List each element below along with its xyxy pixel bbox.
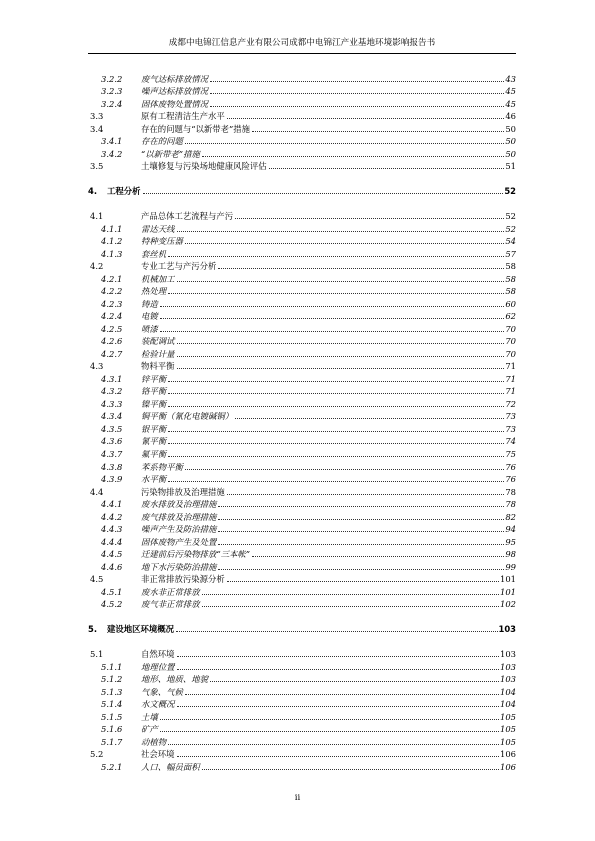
- toc-entry-number: 4.2.4: [101, 311, 123, 322]
- toc-entry-page: 75: [505, 448, 516, 459]
- toc-entry[interactable]: [88, 572, 516, 585]
- toc-entry[interactable]: [88, 534, 516, 547]
- toc-entry-page: 46: [505, 111, 516, 122]
- dot-leader: [218, 544, 504, 545]
- toc-entry-page: 51: [505, 161, 516, 172]
- dot-leader: [176, 631, 498, 632]
- dot-leader: [160, 331, 505, 332]
- toc-entry-page: 50: [505, 148, 516, 159]
- toc-entry-number: 3.4.2: [101, 148, 123, 159]
- toc-entry-title: 废气非正常排放: [141, 599, 200, 610]
- page-header: 成都中电锦江信息产业有限公司成都中电锦江产业基地环境影响报告书: [168, 38, 436, 48]
- toc-entry-page: 52: [504, 186, 516, 197]
- toc-entry-title: 废气达标排放情况: [141, 73, 208, 84]
- toc-entry-page: 82: [505, 511, 516, 522]
- toc-entry-title: 废水排放及治理措施: [141, 499, 217, 510]
- toc-spacer: [88, 634, 516, 647]
- toc-entry-number: 5.1.4: [101, 699, 123, 710]
- toc-entry[interactable]: [88, 96, 516, 109]
- toc-entry-title: 铜平衡（氰化电镀碱铜）: [141, 411, 234, 422]
- toc-entry-number: 4.3.9: [101, 474, 123, 485]
- toc-entry[interactable]: [88, 109, 516, 122]
- toc-entry-number: 4.5.2: [101, 599, 123, 610]
- toc-entry-number: 4.4.2: [101, 511, 123, 522]
- toc-entry-title: 地下水污染防治措施: [141, 561, 217, 572]
- dot-leader: [227, 494, 505, 495]
- toc-entry-page: 78: [505, 499, 516, 510]
- toc-entry[interactable]: [88, 747, 516, 760]
- toc-entry-title: 气象、气候: [141, 686, 183, 697]
- toc-entry-number: 5.2: [90, 749, 104, 760]
- dot-leader: [168, 256, 504, 257]
- toc-entry-number: 4.: [88, 186, 98, 197]
- toc-entry-number: 5.2.1: [101, 761, 123, 772]
- toc-entry[interactable]: [88, 584, 516, 597]
- toc-entry-title: 存在的问题: [141, 136, 183, 147]
- toc-entry-page: 71: [505, 373, 516, 384]
- toc-entry[interactable]: [88, 459, 516, 472]
- toc-entry-title: 工程分析: [107, 186, 141, 197]
- dot-leader: [210, 93, 504, 94]
- toc-entry-number: 4.4.1: [101, 499, 123, 510]
- toc-spacer: [88, 196, 516, 209]
- toc-entry-number: 4.3.4: [101, 411, 123, 422]
- toc-entry-number: 4.2.2: [101, 286, 123, 297]
- toc-entry[interactable]: [88, 146, 516, 159]
- toc-entry[interactable]: [88, 434, 516, 447]
- toc-entry-page: 73: [505, 411, 516, 422]
- toc-entry-page: 94: [505, 524, 516, 535]
- toc-entry-title: 镍平衡: [141, 398, 167, 409]
- dot-leader: [168, 443, 504, 444]
- toc-entry-page: 105: [500, 711, 516, 722]
- toc-entry-number: 3.4.1: [101, 136, 123, 147]
- dot-leader: [168, 431, 504, 432]
- dot-leader: [218, 569, 504, 570]
- toc-entry-title: 氟平衡: [141, 448, 167, 459]
- toc-entry[interactable]: [88, 309, 516, 322]
- toc-entry-page: 103: [500, 649, 516, 660]
- toc-entry[interactable]: [88, 271, 516, 284]
- dot-leader: [168, 481, 504, 482]
- toc-entry-title: 物料平衡: [141, 361, 175, 372]
- toc-entry-page: 52: [505, 211, 516, 222]
- toc-entry-page: 76: [505, 474, 516, 485]
- toc-entry-title: 地形、地质、地貌: [141, 674, 208, 685]
- dot-leader: [252, 556, 504, 557]
- toc-entry-page: 104: [500, 686, 516, 697]
- toc-spacer: [88, 171, 516, 184]
- table-of-contents: [88, 71, 516, 772]
- dot-leader: [177, 281, 505, 282]
- toc-entry[interactable]: [88, 684, 516, 697]
- toc-entry[interactable]: [88, 509, 516, 522]
- toc-entry[interactable]: [88, 497, 516, 510]
- toc-entry-title: 氰平衡: [141, 436, 167, 447]
- toc-entry-page: 58: [505, 286, 516, 297]
- toc-entry-number: 4.3.7: [101, 448, 123, 459]
- toc-entry[interactable]: [88, 484, 516, 497]
- dot-leader: [177, 756, 500, 757]
- toc-entry-number: 4.2.7: [101, 348, 123, 359]
- dot-leader: [168, 744, 499, 745]
- toc-entry-title: 噪声产生及防治措施: [141, 524, 217, 535]
- toc-entry-page: 45: [505, 98, 516, 109]
- dot-leader: [218, 531, 504, 532]
- toc-entry[interactable]: [88, 371, 516, 384]
- toc-entry-number: 4.4.6: [101, 561, 123, 572]
- toc-entry-title: 机械加工: [141, 273, 175, 284]
- toc-spacer: [88, 609, 516, 622]
- toc-entry-number: 4.1: [90, 211, 104, 222]
- toc-entry-page: 43: [505, 73, 516, 84]
- toc-entry-title: 水平衡: [141, 474, 167, 485]
- toc-entry-number: 4.4.4: [101, 536, 123, 547]
- dot-leader: [160, 318, 505, 319]
- toc-entry-number: 5.1.2: [101, 674, 123, 685]
- toc-entry-title: 土壤: [141, 711, 158, 722]
- toc-entry-number: 3.2.4: [101, 98, 123, 109]
- toc-entry-number: 3.4: [90, 123, 104, 134]
- toc-entry[interactable]: [88, 184, 516, 197]
- dot-leader: [168, 381, 504, 382]
- toc-entry-number: 4.3.3: [101, 398, 123, 409]
- dot-leader: [177, 706, 500, 707]
- toc-entry-number: 5.1.5: [101, 711, 123, 722]
- toc-entry[interactable]: [88, 409, 516, 422]
- toc-entry[interactable]: [88, 421, 516, 434]
- toc-entry[interactable]: [88, 234, 516, 247]
- toc-entry-number: 4.3.5: [101, 423, 123, 434]
- toc-entry-title: 社会环境: [141, 749, 175, 760]
- page-number: ii: [294, 793, 301, 803]
- toc-entry-number: 4.3.8: [101, 461, 123, 472]
- toc-entry[interactable]: [88, 334, 516, 347]
- toc-entry-title: 特种变压器: [141, 236, 183, 247]
- toc-entry-title: 热处理: [141, 286, 167, 297]
- toc-entry-page: 73: [505, 423, 516, 434]
- toc-entry[interactable]: [88, 659, 516, 672]
- toc-entry[interactable]: [88, 84, 516, 97]
- toc-entry-title: 固体废物产生及处置: [141, 536, 217, 547]
- toc-entry-number: 4.2: [90, 261, 104, 272]
- toc-entry-number: 4.1.2: [101, 236, 123, 247]
- toc-entry[interactable]: [88, 709, 516, 722]
- toc-entry-title: 产品总体工艺流程与产污: [141, 211, 234, 222]
- toc-entry[interactable]: [88, 134, 516, 147]
- dot-leader: [269, 168, 505, 169]
- toc-entry-page: 70: [505, 348, 516, 359]
- toc-entry-page: 60: [505, 298, 516, 309]
- toc-entry-title: 锌平衡: [141, 373, 167, 384]
- toc-entry-title: 铬平衡: [141, 386, 167, 397]
- toc-entry-page: 45: [505, 86, 516, 97]
- toc-entry-title: 建设地区环境概况: [107, 624, 174, 635]
- toc-entry-number: 4.2.3: [101, 298, 123, 309]
- toc-entry-number: 5.1.7: [101, 736, 123, 747]
- dot-leader: [185, 694, 499, 695]
- toc-entry-page: 78: [505, 486, 516, 497]
- dot-leader: [252, 131, 504, 132]
- toc-entry-title: 电镀: [141, 311, 158, 322]
- toc-entry-page: 103: [500, 661, 516, 672]
- toc-entry-page: 99: [505, 561, 516, 572]
- toc-entry-number: 3.2.3: [101, 86, 123, 97]
- toc-entry-page: 104: [500, 699, 516, 710]
- dot-leader: [168, 456, 504, 457]
- toc-entry-title: 固体废物处置情况: [141, 98, 208, 109]
- toc-entry[interactable]: [88, 284, 516, 297]
- toc-entry-title: 人口、幅员面积: [141, 761, 200, 772]
- dot-leader: [177, 656, 500, 657]
- dot-leader: [218, 268, 504, 269]
- toc-entry-number: 3.2.2: [101, 73, 123, 84]
- toc-entry-number: 3.5: [90, 161, 104, 172]
- toc-entry[interactable]: [88, 221, 516, 234]
- toc-entry-number: 4.2.1: [101, 273, 123, 284]
- toc-entry[interactable]: [88, 547, 516, 560]
- toc-entry[interactable]: [88, 321, 516, 334]
- toc-entry[interactable]: [88, 209, 516, 222]
- toc-entry-number: 4.2.5: [101, 323, 123, 334]
- toc-entry-page: 57: [505, 248, 516, 259]
- toc-entry-number: 5.1.3: [101, 686, 123, 697]
- toc-entry[interactable]: [88, 734, 516, 747]
- dot-leader: [210, 681, 499, 682]
- toc-entry-title: 迁建前后污染物排放“三本帐”: [141, 549, 251, 560]
- header-divider: [88, 53, 516, 54]
- dot-leader: [177, 356, 505, 357]
- toc-entry-title: 水文概况: [141, 699, 175, 710]
- toc-entry[interactable]: [88, 246, 516, 259]
- dot-leader: [218, 506, 504, 507]
- toc-entry-page: 50: [505, 136, 516, 147]
- toc-entry-page: 52: [505, 223, 516, 234]
- toc-entry-page: 54: [505, 236, 516, 247]
- toc-entry[interactable]: [88, 472, 516, 485]
- dot-leader: [160, 306, 505, 307]
- toc-entry-page: 71: [505, 386, 516, 397]
- toc-entry-page: 76: [505, 461, 516, 472]
- toc-entry[interactable]: [88, 446, 516, 459]
- toc-entry-page: 95: [505, 536, 516, 547]
- toc-entry-title: 土壤修复与污染场地健康风险评估: [141, 161, 267, 172]
- dot-leader: [143, 193, 504, 194]
- toc-entry-title: 污染物排放及治理措施: [141, 486, 225, 497]
- dot-leader: [160, 719, 499, 720]
- toc-entry-page: 58: [505, 261, 516, 272]
- dot-leader: [210, 106, 504, 107]
- toc-entry-number: 4.3.1: [101, 373, 123, 384]
- toc-entry[interactable]: [88, 559, 516, 572]
- toc-entry-number: 4.4.5: [101, 549, 123, 560]
- toc-entry[interactable]: [88, 159, 516, 172]
- toc-entry-page: 102: [500, 599, 516, 610]
- toc-entry-title: 动植物: [141, 736, 167, 747]
- dot-leader: [202, 156, 505, 157]
- dot-leader: [202, 594, 499, 595]
- toc-entry[interactable]: [88, 384, 516, 397]
- toc-entry[interactable]: [88, 759, 516, 772]
- toc-entry-page: 106: [500, 749, 516, 760]
- dot-leader: [168, 406, 504, 407]
- toc-entry[interactable]: [88, 121, 516, 134]
- toc-entry-title: 喷漆: [141, 323, 158, 334]
- toc-entry-title: 非正常排放污染源分析: [141, 574, 225, 585]
- toc-entry[interactable]: [88, 647, 516, 660]
- toc-entry-page: 50: [505, 123, 516, 134]
- toc-entry-page: 70: [505, 336, 516, 347]
- dot-leader: [202, 769, 499, 770]
- toc-entry[interactable]: [88, 697, 516, 710]
- dot-leader: [218, 519, 504, 520]
- toc-entry-page: 70: [505, 323, 516, 334]
- dot-leader: [185, 143, 504, 144]
- toc-entry[interactable]: [88, 346, 516, 359]
- toc-entry-page: 74: [505, 436, 516, 447]
- toc-entry[interactable]: [88, 359, 516, 372]
- toc-entry-title: 检验计量: [141, 348, 175, 359]
- toc-entry-title: 存在的问题与“以新带老”措施: [141, 123, 251, 134]
- toc-entry-title: “以新带老”措施: [141, 148, 200, 159]
- toc-entry[interactable]: [88, 672, 516, 685]
- toc-entry-title: 地理位置: [141, 661, 175, 672]
- dot-leader: [177, 231, 505, 232]
- toc-entry-page: 105: [500, 736, 516, 747]
- dot-leader: [202, 606, 499, 607]
- toc-entry[interactable]: [88, 722, 516, 735]
- toc-entry-page: 106: [500, 761, 516, 772]
- toc-entry-page: 72: [505, 398, 516, 409]
- toc-entry-page: 62: [505, 311, 516, 322]
- toc-entry-number: 4.3.6: [101, 436, 123, 447]
- toc-entry-title: 自然环境: [141, 649, 175, 660]
- toc-entry-number: 4.1.1: [101, 223, 123, 234]
- toc-entry-title: 原有工程清洁生产水平: [141, 111, 225, 122]
- toc-entry-number: 4.1.3: [101, 248, 123, 259]
- dot-leader: [168, 393, 504, 394]
- toc-entry-number: 4.4.3: [101, 524, 123, 535]
- toc-entry[interactable]: [88, 296, 516, 309]
- toc-entry-number: 5.: [88, 624, 98, 635]
- dot-leader: [227, 118, 505, 119]
- toc-entry-number: 4.3: [90, 361, 104, 372]
- dot-leader: [168, 293, 504, 294]
- toc-entry-page: 58: [505, 273, 516, 284]
- dot-leader: [210, 81, 504, 82]
- toc-entry-page: 103: [500, 674, 516, 685]
- toc-entry[interactable]: [88, 71, 516, 84]
- dot-leader: [185, 243, 504, 244]
- toc-entry-title: 银平衡: [141, 423, 167, 434]
- toc-entry-number: 3.3: [90, 111, 104, 122]
- toc-entry-page: 101: [500, 586, 516, 597]
- toc-entry-title: 套丝机: [141, 248, 167, 259]
- toc-entry-title: 雷达天线: [141, 223, 175, 234]
- toc-entry-number: 5.1.6: [101, 724, 123, 735]
- dot-leader: [177, 368, 505, 369]
- toc-entry-title: 装配调试: [141, 336, 175, 347]
- toc-entry-page: 103: [498, 624, 516, 635]
- dot-leader: [235, 218, 504, 219]
- toc-entry-title: 苯系物平衡: [141, 461, 183, 472]
- dot-leader: [185, 469, 504, 470]
- toc-entry[interactable]: [88, 396, 516, 409]
- toc-entry-page: 105: [500, 724, 516, 735]
- toc-entry-title: 废水非正常排放: [141, 586, 200, 597]
- toc-entry-title: 废气排放及治理措施: [141, 511, 217, 522]
- toc-entry[interactable]: [88, 622, 516, 635]
- toc-entry-page: 101: [500, 574, 516, 585]
- dot-leader: [160, 731, 499, 732]
- toc-entry-title: 专业工艺与产污分析: [141, 261, 217, 272]
- toc-entry[interactable]: [88, 597, 516, 610]
- toc-entry-number: 4.4: [90, 486, 104, 497]
- toc-entry-page: 98: [505, 549, 516, 560]
- toc-entry-number: 4.5: [90, 574, 104, 585]
- toc-entry-number: 4.5.1: [101, 586, 123, 597]
- dot-leader: [235, 418, 504, 419]
- toc-entry[interactable]: [88, 522, 516, 535]
- toc-entry-title: 矿产: [141, 724, 158, 735]
- toc-entry-number: 5.1: [90, 649, 104, 660]
- toc-entry-number: 4.3.2: [101, 386, 123, 397]
- toc-entry-number: 5.1.1: [101, 661, 123, 672]
- toc-entry-title: 噪声达标排放情况: [141, 86, 208, 97]
- dot-leader: [227, 581, 499, 582]
- toc-entry[interactable]: [88, 259, 516, 272]
- dot-leader: [177, 669, 500, 670]
- dot-leader: [177, 343, 505, 344]
- toc-entry-number: 4.2.6: [101, 336, 123, 347]
- toc-entry-title: 铸造: [141, 298, 158, 309]
- toc-entry-page: 71: [505, 361, 516, 372]
